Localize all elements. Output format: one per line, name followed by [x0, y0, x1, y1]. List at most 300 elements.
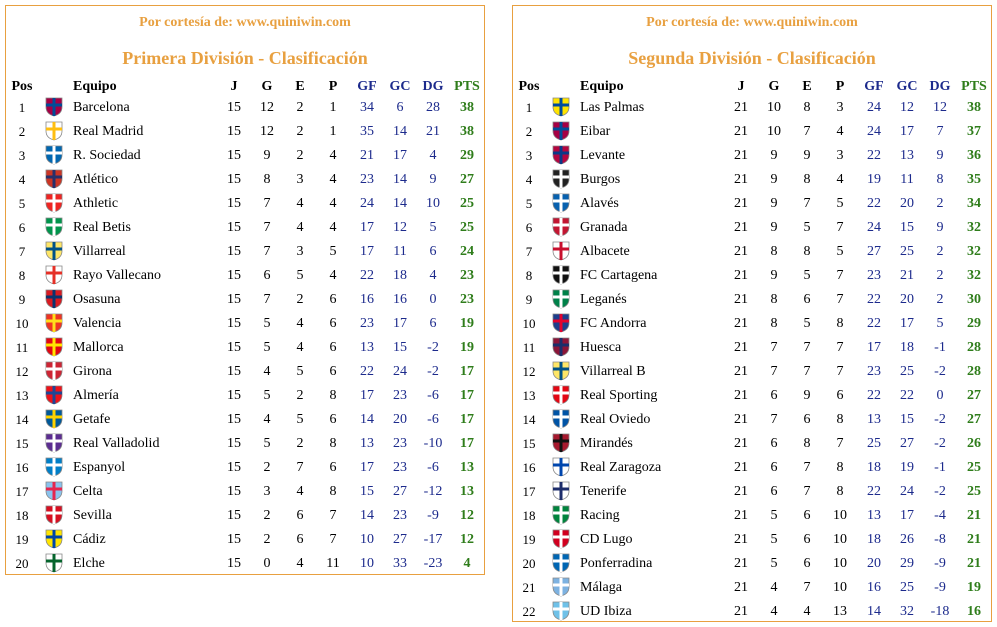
- cell-pos: 6: [18, 220, 26, 235]
- cell-dg: 0: [936, 388, 944, 403]
- cell-g: 8: [770, 316, 778, 331]
- table-row: [6, 336, 484, 360]
- header-pos: Pos: [518, 79, 540, 94]
- cell-p: 8: [329, 484, 337, 499]
- cell-pts: 17: [460, 364, 474, 379]
- cell-gf: 14: [360, 508, 374, 523]
- cell-j: 21: [734, 316, 748, 331]
- cell-gf: 10: [360, 532, 374, 547]
- cell-pos: 11: [15, 340, 29, 355]
- cell-e: 2: [296, 124, 304, 139]
- header-dg: DG: [929, 79, 951, 94]
- header-pts: PTS: [961, 79, 987, 94]
- cell-j: 15: [227, 340, 241, 355]
- cell-j: 21: [734, 556, 748, 571]
- team-crest-icon: [45, 457, 63, 477]
- cell-gf: 24: [867, 124, 881, 139]
- cell-gf: 17: [360, 388, 374, 403]
- cell-gc: 25: [900, 580, 914, 595]
- cell-g: 12: [260, 124, 274, 139]
- cell-p: 4: [329, 148, 337, 163]
- cell-pos: 9: [18, 292, 26, 307]
- cell-dg: 6: [429, 244, 437, 259]
- team-crest-icon: [45, 97, 63, 117]
- cell-gc: 29: [900, 556, 914, 571]
- cell-e: 2: [296, 100, 304, 115]
- cell-gf: 22: [867, 196, 881, 211]
- cell-pts: 25: [460, 196, 474, 211]
- cell-gc: 14: [393, 124, 407, 139]
- cell-gc: 17: [900, 316, 914, 331]
- cell-j: 21: [734, 340, 748, 355]
- cell-dg: 5: [429, 220, 437, 235]
- cell-p: 1: [329, 100, 337, 115]
- team-crest-icon: [45, 529, 63, 549]
- cell-dg: -12: [423, 484, 443, 499]
- cell-pos: 17: [522, 484, 536, 499]
- cell-e: 4: [296, 556, 304, 571]
- table-row: [513, 504, 991, 528]
- table-row: [6, 240, 484, 264]
- header-pos: Pos: [11, 79, 33, 94]
- cell-j: 15: [227, 172, 241, 187]
- cell-p: 7: [329, 508, 337, 523]
- table-row: [513, 240, 991, 264]
- cell-pos: 2: [525, 124, 533, 139]
- cell-j: 15: [227, 220, 241, 235]
- cell-gc: 26: [900, 532, 914, 547]
- cell-p: 11: [326, 556, 340, 571]
- cell-g: 10: [767, 124, 781, 139]
- table-row: [6, 120, 484, 144]
- team-crest-icon: [552, 529, 570, 549]
- cell-pos: 11: [522, 340, 536, 355]
- cell-g: 4: [263, 412, 271, 427]
- cell-j: 15: [227, 124, 241, 139]
- cell-g: 8: [770, 292, 778, 307]
- cell-pts: 13: [460, 460, 474, 475]
- cell-pts: 34: [967, 196, 981, 211]
- table-row: [513, 192, 991, 216]
- cell-gc: 18: [393, 268, 407, 283]
- cell-gc: 25: [900, 364, 914, 379]
- cell-g: 4: [770, 580, 778, 595]
- cell-gc: 11: [393, 244, 407, 259]
- cell-g: 5: [770, 556, 778, 571]
- header-dg: DG: [422, 79, 444, 94]
- cell-pos: 8: [525, 268, 533, 283]
- cell-team: Levante: [580, 148, 626, 163]
- cell-team: Espanyol: [73, 460, 126, 475]
- cell-pos: 16: [15, 460, 29, 475]
- team-crest-icon: [45, 265, 63, 285]
- cell-gc: 12: [393, 220, 407, 235]
- cell-pts: 16: [967, 604, 981, 619]
- cell-team: Tenerife: [580, 484, 627, 499]
- cell-dg: 9: [429, 172, 437, 187]
- cell-e: 2: [296, 148, 304, 163]
- cell-dg: -2: [934, 412, 946, 427]
- cell-pos: 3: [525, 148, 533, 163]
- segunda-standings: [513, 96, 991, 624]
- cell-gc: 15: [900, 220, 914, 235]
- cell-g: 7: [770, 340, 778, 355]
- team-crest-icon: [552, 241, 570, 261]
- cell-dg: -2: [934, 436, 946, 451]
- primera-title: Primera División - Clasificación: [122, 48, 368, 68]
- cell-e: 6: [803, 412, 811, 427]
- cell-gf: 22: [867, 148, 881, 163]
- cell-pts: 25: [967, 460, 981, 475]
- cell-team: Huesca: [580, 340, 622, 355]
- cell-p: 4: [329, 172, 337, 187]
- cell-g: 3: [263, 484, 271, 499]
- table-row: [6, 384, 484, 408]
- cell-e: 6: [803, 532, 811, 547]
- cell-e: 7: [803, 196, 811, 211]
- cell-gc: 18: [900, 340, 914, 355]
- cell-pos: 6: [525, 220, 533, 235]
- header-gf: GF: [864, 79, 884, 94]
- cell-e: 7: [803, 364, 811, 379]
- cell-pts: 30: [967, 292, 981, 307]
- cell-gc: 32: [900, 604, 914, 619]
- cell-j: 15: [227, 364, 241, 379]
- cell-pos: 13: [522, 388, 536, 403]
- cell-gf: 19: [867, 172, 881, 187]
- cell-gf: 18: [867, 532, 881, 547]
- cell-pos: 14: [15, 412, 29, 427]
- table-row: [513, 456, 991, 480]
- cell-e: 6: [296, 508, 304, 523]
- cell-e: 6: [803, 556, 811, 571]
- cell-pos: 20: [15, 556, 29, 571]
- cell-g: 12: [260, 100, 274, 115]
- cell-gf: 13: [360, 340, 374, 355]
- table-row: [513, 288, 991, 312]
- table-row: [6, 216, 484, 240]
- cell-j: 21: [734, 484, 748, 499]
- header-gc: GC: [896, 79, 918, 94]
- header-g: G: [768, 79, 780, 94]
- team-crest-icon: [45, 169, 63, 189]
- cell-dg: -9: [934, 580, 946, 595]
- cell-gf: 13: [360, 436, 374, 451]
- cell-j: 15: [227, 196, 241, 211]
- cell-g: 7: [263, 244, 271, 259]
- cell-g: 2: [263, 508, 271, 523]
- cell-dg: -23: [423, 556, 443, 571]
- cell-g: 7: [263, 220, 271, 235]
- cell-pts: 23: [460, 268, 474, 283]
- cell-dg: 0: [429, 292, 437, 307]
- cell-gf: 17: [360, 244, 374, 259]
- header-gc: GC: [389, 79, 411, 94]
- cell-e: 2: [296, 388, 304, 403]
- team-crest-icon: [45, 145, 63, 165]
- cell-pts: 25: [967, 484, 981, 499]
- cell-team: Osasuna: [73, 292, 121, 307]
- cell-pos: 7: [18, 244, 26, 259]
- cell-dg: -9: [934, 556, 946, 571]
- team-crest-icon: [45, 553, 63, 573]
- cell-dg: 28: [426, 100, 440, 115]
- cell-pos: 5: [18, 196, 26, 211]
- table-row: [513, 264, 991, 288]
- cell-pos: 18: [522, 508, 536, 523]
- team-crest-icon: [552, 553, 570, 573]
- cell-g: 5: [263, 316, 271, 331]
- header-j: J: [230, 79, 238, 94]
- cell-gf: 22: [360, 268, 374, 283]
- cell-g: 10: [767, 100, 781, 115]
- cell-dg: 9: [936, 148, 944, 163]
- cell-e: 7: [296, 460, 304, 475]
- cell-g: 4: [770, 604, 778, 619]
- cell-p: 6: [329, 340, 337, 355]
- cell-pts: 17: [460, 388, 474, 403]
- cell-team: FC Cartagena: [580, 268, 658, 283]
- cell-dg: -2: [427, 340, 439, 355]
- cell-pts: 32: [967, 220, 981, 235]
- cell-gc: 19: [900, 460, 914, 475]
- cell-gf: 14: [867, 604, 881, 619]
- cell-gc: 27: [900, 436, 914, 451]
- table-row: [6, 192, 484, 216]
- cell-e: 7: [803, 340, 811, 355]
- cell-gc: 17: [900, 508, 914, 523]
- cell-g: 6: [770, 484, 778, 499]
- cell-j: 21: [734, 220, 748, 235]
- cell-team: Real Oviedo: [580, 412, 651, 427]
- table-row: [513, 312, 991, 336]
- team-crest-icon: [45, 409, 63, 429]
- table-row: [513, 552, 991, 576]
- cell-dg: -1: [934, 460, 946, 475]
- cell-dg: -18: [930, 604, 950, 619]
- cell-dg: 5: [936, 316, 944, 331]
- cell-gf: 23: [867, 268, 881, 283]
- cell-pos: 19: [15, 532, 29, 547]
- cell-team: CD Lugo: [580, 532, 633, 547]
- cell-p: 7: [329, 532, 337, 547]
- team-crest-icon: [552, 481, 570, 501]
- team-crest-icon: [552, 217, 570, 237]
- table-row: [513, 432, 991, 456]
- cell-pos: 7: [525, 244, 533, 259]
- cell-j: 21: [734, 532, 748, 547]
- cell-p: 4: [329, 268, 337, 283]
- cell-team: Real Sporting: [580, 388, 658, 403]
- cell-team: Barcelona: [73, 100, 130, 115]
- cell-pts: 32: [967, 244, 981, 259]
- table-row: [6, 264, 484, 288]
- header-team: Equipo: [73, 79, 117, 94]
- cell-pos: 3: [18, 148, 26, 163]
- team-crest-icon: [45, 313, 63, 333]
- cell-p: 8: [836, 412, 844, 427]
- courtesy-text: Por cortesía de: www.quiniwin.com: [646, 15, 858, 30]
- team-crest-icon: [45, 385, 63, 405]
- cell-gc: 12: [900, 100, 914, 115]
- cell-gc: 25: [900, 244, 914, 259]
- cell-e: 8: [803, 244, 811, 259]
- cell-gc: 33: [393, 556, 407, 571]
- cell-e: 7: [803, 484, 811, 499]
- table-row: [6, 96, 484, 120]
- cell-p: 5: [836, 196, 844, 211]
- cell-gc: 14: [393, 172, 407, 187]
- cell-e: 4: [296, 340, 304, 355]
- cell-dg: 21: [426, 124, 440, 139]
- team-crest-icon: [552, 145, 570, 165]
- cell-pts: 28: [967, 364, 981, 379]
- cell-g: 7: [263, 292, 271, 307]
- cell-team: Sevilla: [73, 508, 112, 523]
- team-crest-icon: [45, 241, 63, 261]
- cell-pos: 4: [525, 172, 533, 187]
- cell-gc: 17: [900, 124, 914, 139]
- cell-team: Mallorca: [73, 340, 124, 355]
- cell-gf: 23: [867, 364, 881, 379]
- team-crest-icon: [552, 289, 570, 309]
- table-row: [6, 408, 484, 432]
- header-p: P: [835, 79, 845, 94]
- cell-pts: 27: [967, 388, 981, 403]
- table-row: [6, 312, 484, 336]
- cell-pos: 10: [15, 316, 29, 331]
- cell-g: 6: [770, 460, 778, 475]
- cell-gf: 22: [867, 316, 881, 331]
- cell-gf: 10: [360, 556, 374, 571]
- cell-e: 2: [296, 292, 304, 307]
- header-e: E: [802, 79, 812, 94]
- cell-pos: 21: [522, 580, 536, 595]
- cell-dg: -1: [934, 340, 946, 355]
- cell-g: 2: [263, 460, 271, 475]
- team-crest-icon: [45, 121, 63, 141]
- cell-j: 21: [734, 244, 748, 259]
- cell-gf: 24: [867, 100, 881, 115]
- cell-gf: 18: [867, 460, 881, 475]
- cell-dg: 9: [936, 220, 944, 235]
- cell-j: 15: [227, 460, 241, 475]
- cell-pos: 9: [525, 292, 533, 307]
- cell-j: 21: [734, 436, 748, 451]
- cell-e: 5: [296, 268, 304, 283]
- team-crest-icon: [552, 265, 570, 285]
- cell-g: 5: [770, 508, 778, 523]
- cell-g: 9: [263, 148, 271, 163]
- cell-p: 6: [329, 316, 337, 331]
- table-row: [513, 600, 991, 624]
- cell-pos: 4: [18, 172, 26, 187]
- cell-team: Girona: [73, 364, 112, 379]
- cell-e: 7: [803, 124, 811, 139]
- cell-j: 15: [227, 508, 241, 523]
- cell-dg: -4: [934, 508, 946, 523]
- cell-gf: 17: [360, 460, 374, 475]
- cell-dg: 2: [936, 292, 944, 307]
- team-crest-icon: [552, 505, 570, 525]
- table-row: [513, 216, 991, 240]
- cell-pts: 4: [463, 556, 471, 571]
- cell-e: 3: [296, 172, 304, 187]
- cell-g: 2: [263, 532, 271, 547]
- cell-pos: 19: [522, 532, 536, 547]
- cell-dg: 2: [936, 196, 944, 211]
- cell-gf: 20: [867, 556, 881, 571]
- cell-p: 4: [329, 196, 337, 211]
- cell-gf: 23: [360, 172, 374, 187]
- team-crest-icon: [552, 169, 570, 189]
- cell-e: 7: [803, 460, 811, 475]
- table-row: [513, 408, 991, 432]
- cell-gc: 11: [900, 172, 914, 187]
- cell-gc: 20: [900, 292, 914, 307]
- cell-gf: 17: [360, 220, 374, 235]
- cell-gc: 14: [393, 196, 407, 211]
- cell-pts: 23: [460, 292, 474, 307]
- header-g: G: [261, 79, 273, 94]
- cell-p: 8: [329, 388, 337, 403]
- cell-pts: 12: [460, 532, 474, 547]
- header-e: E: [295, 79, 305, 94]
- cell-g: 9: [770, 268, 778, 283]
- cell-team: Las Palmas: [580, 100, 645, 115]
- cell-pos: 10: [522, 316, 536, 331]
- cell-p: 3: [836, 100, 844, 115]
- cell-gc: 23: [393, 436, 407, 451]
- table-row: [6, 528, 484, 552]
- table-row: [513, 96, 991, 120]
- cell-gc: 24: [900, 484, 914, 499]
- cell-p: 8: [836, 316, 844, 331]
- cell-gc: 23: [393, 388, 407, 403]
- cell-gc: 21: [900, 268, 914, 283]
- team-crest-icon: [552, 577, 570, 597]
- cell-team: Rayo Vallecano: [73, 268, 161, 283]
- cell-team: Villarreal: [73, 244, 126, 259]
- cell-dg: 4: [429, 148, 437, 163]
- team-crest-icon: [552, 337, 570, 357]
- cell-j: 15: [227, 388, 241, 403]
- cell-j: 15: [227, 484, 241, 499]
- cell-pos: 15: [15, 436, 29, 451]
- cell-dg: -6: [427, 412, 439, 427]
- table-row: [513, 168, 991, 192]
- cell-e: 5: [296, 364, 304, 379]
- cell-team: Real Madrid: [73, 124, 144, 139]
- cell-p: 7: [836, 436, 844, 451]
- cell-j: 21: [734, 292, 748, 307]
- cell-pos: 1: [18, 100, 26, 115]
- cell-pts: 12: [460, 508, 474, 523]
- table-row: [6, 432, 484, 456]
- cell-pts: 19: [967, 580, 981, 595]
- cell-e: 8: [803, 100, 811, 115]
- cell-p: 6: [329, 412, 337, 427]
- cell-j: 21: [734, 604, 748, 619]
- cell-j: 21: [734, 580, 748, 595]
- cell-e: 4: [296, 316, 304, 331]
- cell-gf: 22: [360, 364, 374, 379]
- header-p: P: [328, 79, 338, 94]
- cell-g: 5: [263, 388, 271, 403]
- cell-p: 13: [833, 604, 847, 619]
- cell-p: 10: [833, 508, 847, 523]
- cell-p: 8: [836, 484, 844, 499]
